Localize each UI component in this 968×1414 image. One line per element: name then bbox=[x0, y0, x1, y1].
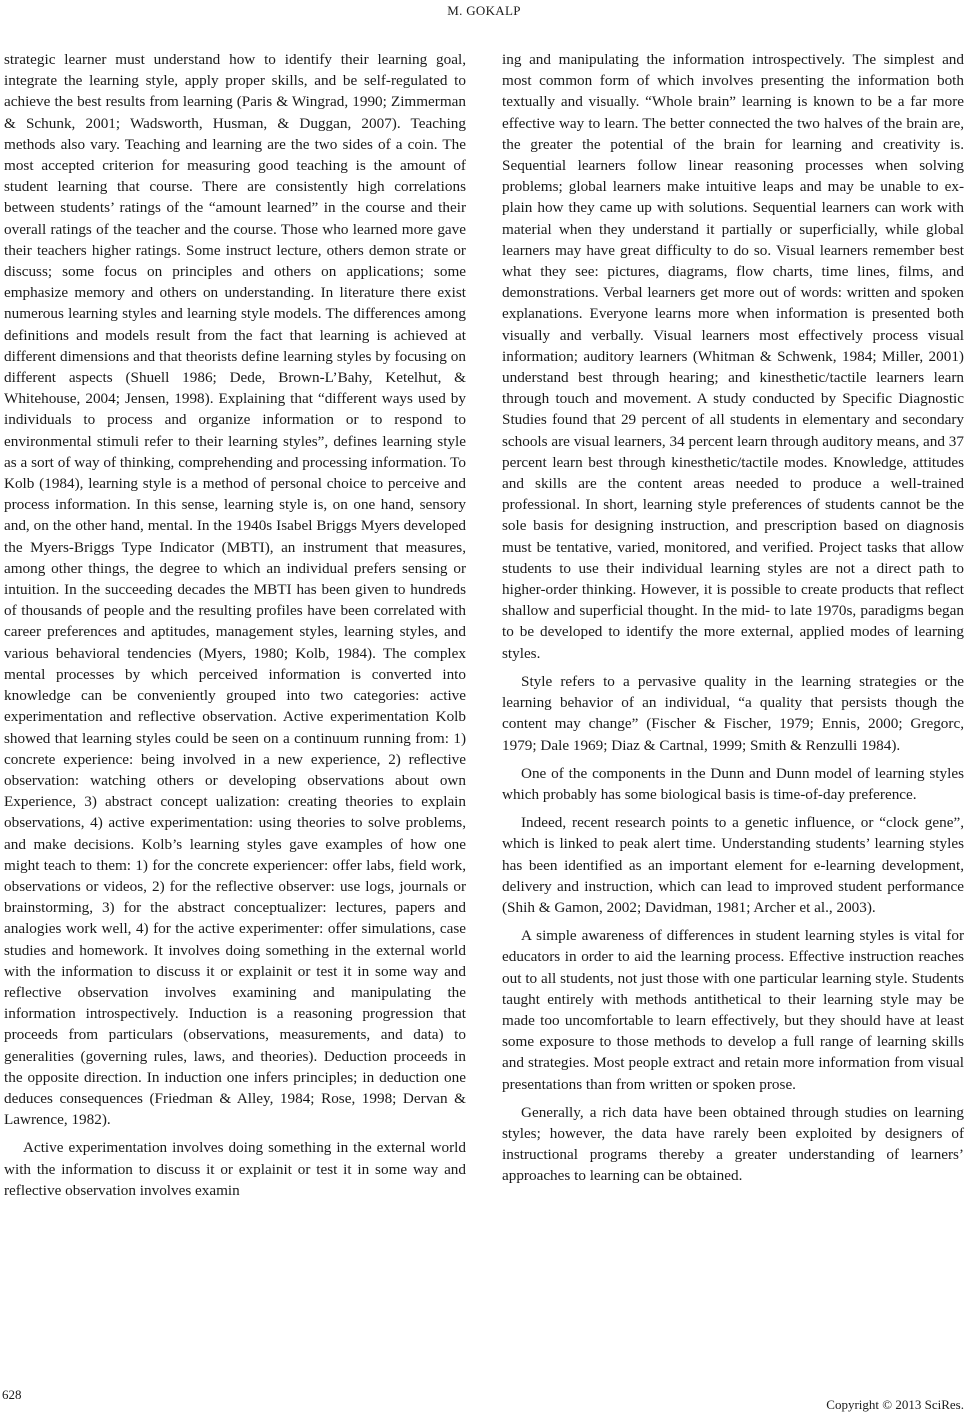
body-paragraph: Style refers to a pervasive quality in the learning strategies or the learning behavior of an individual, “a quality that persists though the content may change” (Fischer & Fischer, 1979; Ennis, 2000; Gregorc, 1979; Dale 1969; Diaz & Cartnal, 1999; Smith & Renzulli 1984). bbox=[502, 672, 964, 754]
left-column bbox=[4, 49, 466, 1201]
body-paragraph: Active experimentation involves doing something in the external world with the information to discuss it or explainit or test it in some way and reflective observation involves examin bbox=[4, 1139, 466, 1199]
body-paragraph: Generally, a rich data have been obtained through studies on learning styles; however, the data have rarely been exploited by designers of instructional programs thereby a greater understanding of learners’ approaches to learning can be obtained. bbox=[502, 1103, 964, 1185]
right-column bbox=[502, 49, 964, 1187]
body-paragraph: ing and manipulating the information introspectively. The simplest and most common form of which involves presenting the information both textually and visually. “Whole brain” learning is known to be a far more effective way to learn. The better connected the two halves of the brain are, the greater the potential of the brain for learning and creativity is. Sequential learners follow linear reasoning processes when solving problems; global learners make intuitive leaps and may be unable to explain how they came up with solutions. Sequential learners can work with material when they understand it partially or superficially, while global learners may have great difficulty to do so. Visual learners remember best what they see: pictures, diagrams, flow charts, time lines, films, and demonstrations. Verbal learners get more out of words: written and spoken explanations. Everyone learns more when information is presented both visually and verbally. Visual learners most effectively process visual information; auditory learners (Whitman & Schwenk, 1984; Miller, 2001) understand best through hearing; and kinesthetic/tactile learners learn through touch and movement. A study conducted by Specific Diagnostic Studies found that 29 percent of all students in elementary and secondary schools are visual learners, 34 percent learn through auditory means, and 37 percent learn best through kinesthetic/tactile modes. Knowledge, attitudes and skills are the content areas needed to produce a well-trained professional. In short, learning style preferences of students cannot be the sole basis for designing instruction, and prescription based on diagnosis must be tentative, varied, monitored, and verified. Project tasks that allow students to use their individual learning styles are not a direct path to higher-order thinking. However, it is possible to create products that reflect shallow and superficial thought. In the mid- to late 1970s, paradigms began to be developed to identify the more external, applied modes of learning styles. bbox=[502, 51, 964, 662]
page-number: 628 bbox=[2, 1387, 22, 1402]
copyright-notice: Copyright © 2013 SciRes. bbox=[826, 1397, 964, 1412]
running-head: M. GOKALP bbox=[447, 3, 521, 18]
body-paragraph: strategic learner must understand how to identify their learning goal, integrate the learning style, apply proper skills, and be self-regulated to achieve the best results from learning (Paris & Wingrad, 1990; Zimmerman & Schunk, 2001; Wadsworth, Husman, & Duggan, 2007). Teaching methods also vary. Teaching and learning are the two sides of a coin. The most accepted criterion for measuring good teaching is the amount of student learning that course. There are consistently high correlations between students’ ratings of the “amount learned” in the course and their overall ratings of the teacher and the course. Those who learned more gave their teachers higher ratings. Some instruct lecture, others demon strate or discuss; some focus on principles and others on applications; some emphasize memory and others on understanding. In literature there exist numerous learning styles and learning style models. The differences among definitions and models result from the fact that learning is achieved at different dimensions and that theorists define learning styles by focusing on different aspects (Shuell 1986; Dede, Brown-L’Bahy, Ketelhut, & Whitehouse, 2004; Jensen, 1998). Explaining that “different ways used by individuals to process and organize information or to respond to environmental stimuli refer to their learning styles”, defines learning style as a sort of way of thinking, comprehending and processing information. To Kolb (1984), learning style is a method of personal choice to perceive and process information. In this sense, learning style is, on one hand, sensory and, on the other hand, mental. In the 1940s Isabel Briggs Myers developed the Myers-Briggs Type Indicator (MBTI), an instrument that measures, among other things, the degree to which an individual prefers sensing or intuition. In the succeeding decades the MBTI has been given to hundreds of thousands of people and the resulting profiles have been correlated with career preferences and aptitudes, management styles, learning styles, and various behavioral tendencies (Myers, 1980; Kolb, 1984). The complex mental processes by which perceived information is converted into knowledge can be conveniently grouped into two categories: active experimentation and reflective observation. Active experimentation Kolb showed that learning styles could be seen on a continuum running from: 1) concrete experience: being involved in a new experience, 2) reflective observation: watching others or developing observations about own Experience, 3) abstract concept ualization: creating theories to explain observations, 4) active experimentation: using theories to solve problems, and make decisions. Kolb’s learning styles gave examples of how one might teach to them: 1) for the concrete experiencer: offer labs, field work, observations or videos, 2) for the reflective observer: use logs, journals or brainstorming, 3) for the abstract conceptualizer: lectures, papers and analogies work well, 4) for the active experimenter: offer simulations, case studies and homework. It involves doing something in the external world with the information to discuss it or explainit or test it in some way and reflective observation involves examining and manipulating the information introspectively. Induction is a reasoning progression that proceeds from particulars (observations, measurements, and data) to generalities (governing rules, laws, and theories). Deduction proceeds in the opposite direction. In induction one infers principles; in deduction one deduces consequences (Friedman & Alley, 1984; Rose, 1998; Dervan & Lawrence, 1982). bbox=[4, 51, 466, 1129]
body-paragraph: A simple awareness of differences in student learning styles is vital for educators in order to aid the learning process. Effective instruction reaches out to all students, not just those with one particular learning style. Students taught entirely with methods antithetical to their learning style may be made too uncomfortable to learn effectively, but they should have at least some exposure to those methods to develop a full range of learning skills and strategies. Most people extract and retain more information from visual presentations than from written or spoken prose. bbox=[502, 927, 964, 1093]
body-paragraph: Indeed, recent research points to a genetic influence, or “clock gene”, which is linked to peak alert time. Understanding students’ learning styles has been identified as an important element for e-learning development, delivery and instruction, which can lead to improved student performance (Shih & Gamon, 2002; Davidman, 1981; Archer et al., 2003). bbox=[502, 814, 964, 916]
body-paragraph: One of the components in the Dunn and Dunn model of learning styles which probably has some biological basis is time-of-day preference. bbox=[502, 764, 964, 803]
